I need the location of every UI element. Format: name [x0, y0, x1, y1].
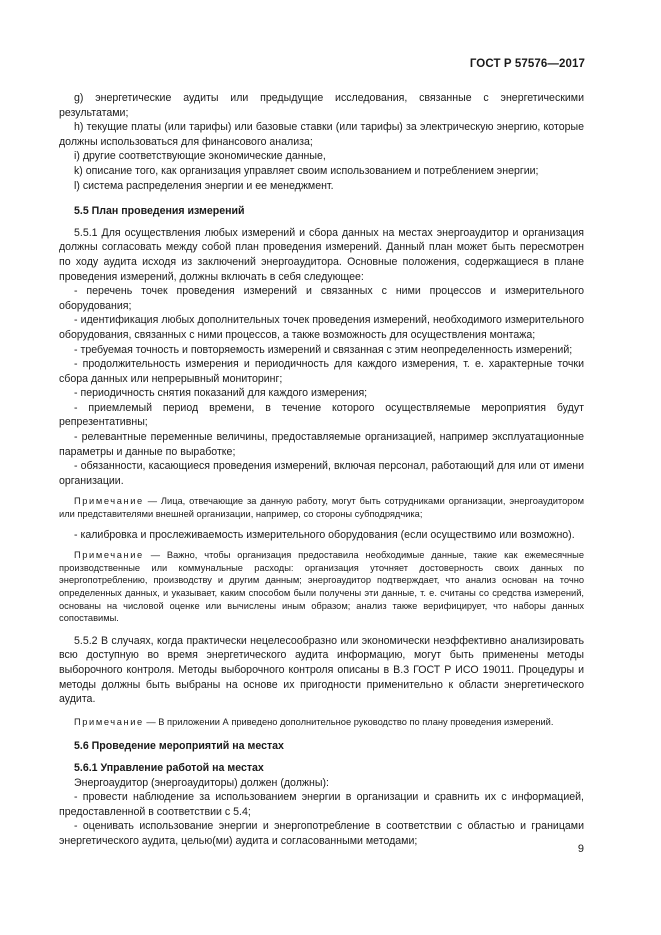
list-item-h: h) текущие платы (или тарифы) или базовые ставки (или тарифы) за электрическую энергию, которые должны использоваться для финансового анализа; — [59, 121, 584, 148]
section-heading-5-6: 5.6 Проведение мероприятий на местах — [74, 740, 284, 753]
onsite-item: - провести наблюдение за использованием энергии в организации и сравнить их с информацией, предоставленной в соответствии с 5.4; — [59, 791, 584, 818]
note-3-text: — В приложении А приведено дополнительное руководство по плану проведения измерений. — [143, 716, 554, 727]
note-label: Примечание — [74, 550, 144, 561]
list-item-g: g) энергетические аудиты или предыдущие исследования, связанные с энергетическими результатами; — [59, 92, 584, 119]
onsite-item: - оценивать использование энергии и энергопотребление в соответствии с областью и границами энергетического аудита, целью(ми) аудита и согласованными методами; — [59, 820, 584, 847]
measurement-plan-item: - продолжительность измерения и периодичность для каждого измерения, т. е. характерные точки сбора данных или непрерывный мониторинг; — [59, 358, 584, 385]
page-content — [59, 91, 584, 849]
note-2 — [59, 549, 584, 625]
paragraph-5-5-2: 5.5.2 В случаях, когда практически нецелесообразно или экономически неэффективно анализировать всю доступную во время энергетического аудита информацию, могут быть применены методы выборочного контроля. Методы выборочного контроля описаны в В.3 ГОСТ Р ИСО 19011. Процедуры и методы должны быть выбраны на основе их пригодности применительно к области энергетического аудита. — [59, 634, 584, 706]
measurement-plan-item: - приемлемый период времени, в течение которого осуществляемые мероприятия будут репрезентативны; — [59, 401, 584, 429]
note-1-text: — Лица, отвечающие за данную работу, могут быть сотрудниками организации, энергоаудитором или представителями внешней организации, например, со стороны субподрядчика; — [59, 496, 584, 520]
measurement-plan-item: - релевантные переменные величины, предоставляемые организацией, например эксплуатационные параметры и данные по выработке; — [59, 431, 584, 458]
measurement-plan-item-calibration: - калибровка и прослеживаемость измерительного оборудования (если осуществимо или возможно). — [74, 528, 575, 541]
measurement-plan-item: - обязанности, касающиеся проведения измерений, включая персонал, работающий для или от имени организации. — [59, 460, 584, 487]
page-number: 9 — [577, 843, 584, 855]
note-3 — [59, 716, 584, 729]
list-item-l: l) система распределения энергии и ее менеджмент. — [74, 179, 334, 192]
measurement-plan-item: - идентификация любых дополнительных точек проведения измерений, необходимого измерительного оборудования, связанных с ними процессов, а также возможность для осуществления монтажа; — [59, 314, 584, 341]
paragraph-5-6-1-intro: Энергоаудитор (энергоаудиторы) должен (должны): — [74, 776, 329, 789]
measurement-plan-item: - требуемая точность и повторяемость измерений и связанная с этим неопределенность измерений; — [74, 343, 573, 356]
note-1 — [59, 495, 584, 520]
paragraph-5-5-1: 5.5.1 Для осуществления любых измерений и сбора данных на местах энергоаудитор и организация должны согласовать между собой план проведения измерений. Данный план может быть пересмотрен по ходу аудита исходя из заключений энергоаудитора. Основные положения, содержащиеся в плане проведения измерений, должны включать в себя следующее: — [59, 226, 584, 283]
list-item-k: k) описание того, как организация управляет своим использованием и потреблением энергии; — [74, 164, 539, 177]
note-label: Примечание — [74, 496, 144, 507]
subsection-heading-5-6-1: 5.6.1 Управление работой на местах — [74, 761, 264, 774]
note-label: Примечание — [74, 716, 144, 727]
document-header: ГОСТ Р 57576—2017 — [469, 58, 585, 70]
list-item-i: i) другие соответствующие экономические данные, — [74, 150, 326, 163]
measurement-plan-item: - перечень точек проведения измерений и связанных с ними процессов и измерительного оборудования; — [59, 285, 584, 312]
note-2-text: — Важно, чтобы организация предоставила необходимые данные, такие как ежемесячные производственные или коммунальные расходы: организация уточняет достоверность своих данных по энергопотреблению, производству и другим данным; энергоаудитор подтверждает, что анализ основан на точно определенных данных, и указывает, каким способом были получены эти данные, т. е. считаны со средства измерений, основаны на числовой оценке или вычислены иным образом; анализ также верифицирует, что наборы данных сопоставимы. — [59, 550, 584, 624]
section-heading-5-5: 5.5 План проведения измерений — [74, 205, 245, 218]
measurement-plan-item: - периодичность снятия показаний для каждого измерения; — [74, 387, 368, 400]
